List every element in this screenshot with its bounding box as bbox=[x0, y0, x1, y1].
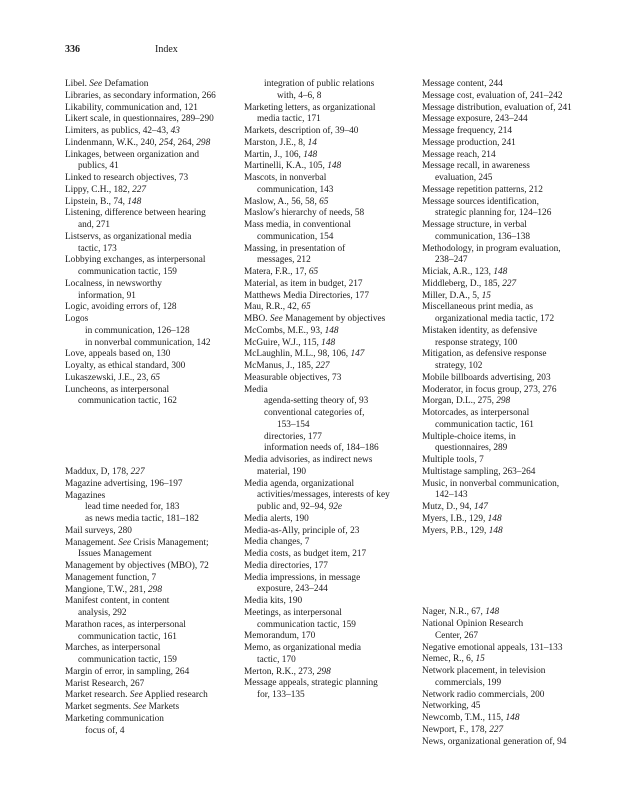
index-entry-line: Management. See Crisis Management; bbox=[65, 537, 209, 548]
index-entry bbox=[422, 326, 597, 350]
index-entry-line: Massing, in presentation of bbox=[244, 243, 346, 254]
index-entry-line: publics, 41 bbox=[78, 161, 119, 172]
index-entry bbox=[244, 126, 416, 138]
index-entry-line: questionnaires, 289 bbox=[435, 443, 508, 454]
index-subentry bbox=[65, 514, 235, 526]
index-entry-line: as news media tactic, 181–182 bbox=[85, 514, 199, 524]
index-entry bbox=[244, 631, 416, 643]
index-entry bbox=[422, 607, 597, 619]
index-entry bbox=[422, 103, 597, 115]
index-entry bbox=[422, 701, 597, 713]
index-entry bbox=[244, 526, 416, 538]
index-entry-line: Linked to research objectives, 73 bbox=[65, 173, 189, 183]
index-entry-line: communication, 143 bbox=[257, 184, 334, 195]
index-entry bbox=[422, 220, 597, 244]
index-entry-line: Message cost, evaluation of, 241–242 bbox=[422, 90, 563, 101]
index-entry-line: Multiple tools, 7 bbox=[422, 455, 484, 465]
index-entry-line: communication tactic, 159 bbox=[78, 267, 177, 277]
index-entry bbox=[244, 608, 416, 632]
index-entry bbox=[244, 197, 416, 209]
index-entry-line: MBO. See Management by objectives bbox=[244, 314, 386, 324]
index-entry bbox=[65, 255, 235, 279]
index-entry-line: Media costs, as budget item, 217 bbox=[244, 549, 367, 559]
index-entry-line: Love, appeals based on, 130 bbox=[65, 349, 171, 360]
index-entry-line: Likability, communication and, 121 bbox=[65, 102, 198, 113]
index-entry-line: public and, 92–94, 92e bbox=[257, 502, 342, 512]
index-entry bbox=[422, 150, 597, 162]
index-entry bbox=[65, 667, 235, 679]
index-entry bbox=[244, 561, 416, 573]
index-entry bbox=[65, 361, 235, 373]
index-entry-line: Newport, F., 178, 227 bbox=[422, 724, 504, 735]
index-entry-line: response strategy, 100 bbox=[435, 337, 518, 348]
index-entry-line: McCombs, M.E., 93, 148 bbox=[244, 325, 339, 336]
index-entry-line: Nemec, R., 6, 15 bbox=[422, 654, 485, 665]
index-entry bbox=[65, 373, 235, 385]
index-entry bbox=[65, 79, 235, 91]
index-entry-line: tactic, 170 bbox=[257, 654, 296, 665]
index-entry-line: evaluation, 245 bbox=[435, 173, 493, 183]
index-entry bbox=[65, 138, 235, 150]
index-entry-line: Marketing letters, as organizational bbox=[244, 102, 376, 113]
index-entry bbox=[65, 103, 235, 115]
index-entry-line: material, 190 bbox=[257, 466, 307, 477]
index-entry bbox=[422, 725, 597, 737]
index-entry bbox=[422, 526, 597, 538]
index-entry-line: Issues Management bbox=[78, 549, 152, 560]
index-entry-line: Negative emotional appeals, 131–133 bbox=[422, 642, 563, 653]
index-entry-line: 238–247 bbox=[435, 255, 468, 266]
index-entry bbox=[244, 455, 416, 479]
index-entry-line: for, 133–135 bbox=[257, 690, 305, 700]
index-entry bbox=[65, 526, 235, 538]
index-entry-line: Loyalty, as ethical standard, 300 bbox=[65, 361, 186, 371]
index-entry bbox=[244, 161, 416, 173]
index-entry-line: Lobbying exchanges, as interpersonal bbox=[65, 255, 206, 266]
index-entry-line: Localness, in newsworthy bbox=[65, 278, 162, 289]
index-entry-line: conventional categories of, bbox=[264, 408, 365, 418]
index-entry bbox=[65, 197, 235, 209]
index-entry-line: Matera, F.R., 17, 65 bbox=[244, 267, 319, 277]
index-subentry bbox=[65, 338, 235, 350]
index-entry bbox=[65, 596, 235, 620]
index-entry bbox=[65, 208, 235, 232]
index-entry-line: communication tactic, 159 bbox=[78, 655, 177, 665]
index-entry bbox=[422, 619, 597, 643]
index-entry-line: Listservs, as organizational media bbox=[65, 231, 192, 242]
index-entry-line: Message sources identification, bbox=[422, 196, 539, 207]
index-entry-line: Market research. See Applied research bbox=[65, 690, 208, 701]
index-entry bbox=[244, 138, 416, 150]
index-entry-line: Martinelli, K.A., 105, 148 bbox=[244, 161, 342, 172]
index-subentry bbox=[244, 396, 416, 408]
index-entry-line: strategy, 102 bbox=[435, 361, 483, 371]
index-entry-line: Mail surveys, 280 bbox=[65, 525, 132, 536]
index-entry bbox=[65, 467, 235, 479]
index-entry-line: Myers, P.B., 129, 148 bbox=[422, 525, 503, 536]
index-entry bbox=[65, 126, 235, 138]
index-subentry bbox=[244, 443, 416, 455]
index-entry-line: Listening, difference between hearing bbox=[65, 208, 206, 219]
index-entry-line: Likert scale, in questionnaires, 289–290 bbox=[65, 114, 214, 125]
index-entry-line: in nonverbal communication, 142 bbox=[85, 337, 211, 348]
index-entry-line: in communication, 126–128 bbox=[85, 325, 190, 336]
index-entry bbox=[65, 538, 235, 562]
index-entry-line: Memo, as organizational media bbox=[244, 643, 362, 653]
index-subentry bbox=[65, 326, 235, 338]
index-entry-line: Network radio commercials, 200 bbox=[422, 689, 545, 700]
index-entry bbox=[65, 491, 235, 503]
index-entry bbox=[422, 690, 597, 702]
index-entry-line: Morgan, D.L., 275, 298 bbox=[422, 396, 511, 407]
index-entry bbox=[422, 267, 597, 279]
index-entry bbox=[244, 302, 416, 314]
index-entry bbox=[65, 585, 235, 597]
index-entry-line: Lippy, C.H., 182, 227 bbox=[65, 184, 147, 195]
index-entry-line: Mascots, in nonverbal bbox=[244, 173, 327, 183]
index-entry bbox=[244, 314, 416, 326]
index-subentry bbox=[65, 502, 235, 514]
index-entry-line: Center, 267 bbox=[435, 630, 479, 641]
index-entry bbox=[422, 138, 597, 150]
index-entry-line: Marches, as interpersonal bbox=[65, 643, 161, 654]
index-entry-line: Logic, avoiding errors of, 128 bbox=[65, 302, 177, 313]
index-entry-line: Message recall, in awareness bbox=[422, 161, 530, 172]
index-entry-line: McLaughlin, M.L., 98, 106, 147 bbox=[244, 349, 365, 360]
index-entry-line: Newcomb, T.M., 115, 148 bbox=[422, 713, 520, 723]
index-entry-line: Libel. See Defamation bbox=[65, 79, 149, 89]
index-entry bbox=[244, 173, 416, 197]
index-entry-line: Logos bbox=[65, 314, 89, 324]
index-entry-line: Mass media, in conventional bbox=[244, 220, 351, 230]
index-entry-line: Mistaken identity, as defensive bbox=[422, 325, 538, 336]
index-entry bbox=[422, 161, 597, 185]
index-entry bbox=[244, 103, 416, 127]
index-entry-line: Miller, D.A., 5, 15 bbox=[422, 290, 491, 301]
index-entry-line: Memorandum, 170 bbox=[244, 631, 316, 642]
index-entry-line: Market segments. See Markets bbox=[65, 702, 180, 712]
index-entry bbox=[244, 596, 416, 608]
page-number: 336 bbox=[65, 44, 80, 55]
index-entry-line: Margin of error, in sampling, 264 bbox=[65, 666, 190, 677]
index-entry bbox=[422, 373, 597, 385]
index-entry bbox=[422, 502, 597, 514]
page-title: Index bbox=[155, 44, 178, 55]
index-entry-line: Management by objectives (MBO), 72 bbox=[65, 561, 209, 571]
index-entry-line: Multistage sampling, 263–264 bbox=[422, 466, 536, 477]
index-entry bbox=[422, 279, 597, 291]
index-entry-line: Moderator, in focus group, 273, 276 bbox=[422, 384, 557, 395]
index-entry-line: communication tactic, 159 bbox=[257, 619, 356, 630]
index-entry-line: Maslow's hierarchy of needs, 58 bbox=[244, 208, 365, 219]
index-entry-line: agenda-setting theory of, 93 bbox=[264, 396, 369, 407]
index-entry-line: Libraries, as secondary information, 266 bbox=[65, 90, 216, 101]
index-entry bbox=[65, 690, 235, 702]
index-entry-line: Magazine advertising, 196–197 bbox=[65, 478, 183, 489]
index-entry bbox=[422, 197, 597, 221]
index-entry bbox=[244, 279, 416, 291]
index-entry-line: and, 271 bbox=[78, 220, 111, 230]
index-entry bbox=[65, 114, 235, 126]
index-entry bbox=[244, 291, 416, 303]
index-entry-line: information, 91 bbox=[78, 290, 136, 301]
index-entry-line: Marist Research, 267 bbox=[65, 678, 145, 689]
index-entry-line: 142–143 bbox=[435, 490, 468, 501]
index-entry-line: Linkages, between organization and bbox=[65, 149, 200, 160]
index-entry bbox=[422, 666, 597, 690]
index-entry bbox=[244, 267, 416, 279]
index-entry-line: exposure, 243–244 bbox=[257, 584, 328, 595]
index-entry bbox=[244, 208, 416, 220]
index-entry bbox=[244, 244, 416, 268]
index-entry-line: Lindenmann, W.K., 240, 254, 264, 298 bbox=[65, 137, 211, 148]
index-entry bbox=[244, 150, 416, 162]
index-entry-line: communication tactic, 162 bbox=[78, 396, 177, 407]
index-entry-line: Message appeals, strategic planning bbox=[244, 678, 378, 689]
index-entry bbox=[422, 654, 597, 666]
index-entry-line: messages, 212 bbox=[257, 255, 311, 266]
index-entry-line: Network placement, in television bbox=[422, 666, 546, 676]
index-entry-line: Media agenda, organizational bbox=[244, 478, 355, 489]
index-entry-line: Media bbox=[244, 384, 268, 395]
index-entry-line: Miciak, A.R., 123, 148 bbox=[422, 267, 508, 277]
index-entry-line: Myers, I.B., 129, 148 bbox=[422, 513, 502, 524]
index-entry bbox=[244, 549, 416, 561]
index-entry-line: directories, 177 bbox=[264, 431, 322, 442]
index-entry-line: Message repetition patterns, 212 bbox=[422, 184, 543, 195]
index-entry-line: communication tactic, 161 bbox=[435, 419, 534, 430]
index-entry bbox=[244, 361, 416, 373]
index-entry bbox=[422, 479, 597, 503]
index-entry-line: communication tactic, 161 bbox=[78, 631, 177, 642]
index-entry-line: Luncheons, as interpersonal bbox=[65, 384, 170, 395]
index-entry bbox=[244, 573, 416, 597]
index-entry bbox=[422, 79, 597, 91]
index-entry bbox=[65, 314, 235, 326]
index-entry bbox=[422, 244, 597, 268]
index-entry-line: News, organizational generation of, 94 bbox=[422, 736, 567, 747]
index-entry-line: communication, 154 bbox=[257, 231, 334, 242]
index-entry-line: Media alerts, 190 bbox=[244, 513, 309, 524]
index-entry-line: integration of public relations bbox=[264, 79, 375, 89]
index-entry-line: Nager, N.R., 67, 148 bbox=[422, 607, 500, 618]
index-entry bbox=[244, 326, 416, 338]
index-entry bbox=[65, 279, 235, 303]
index-entry-line: Martin, J., 106, 148 bbox=[244, 149, 318, 160]
index-entry bbox=[422, 737, 597, 749]
index-entry bbox=[65, 385, 235, 409]
index-entry-line: Mau, R.R., 42, 65 bbox=[244, 302, 311, 313]
index-entry bbox=[244, 667, 416, 679]
index-entry-line: 153–154 bbox=[277, 419, 310, 430]
index-subentry bbox=[244, 79, 416, 103]
index-entry-line: commercials, 199 bbox=[435, 677, 502, 688]
index-entry bbox=[422, 432, 597, 456]
index-entry bbox=[65, 679, 235, 691]
index-entry bbox=[65, 173, 235, 185]
index-entry-line: McGuire, W.J., 115, 148 bbox=[244, 337, 336, 348]
index-entry-line: Limiters, as publics, 42–43, 43 bbox=[65, 126, 180, 136]
index-entry bbox=[422, 291, 597, 303]
index-entry-line: strategic planning for, 124–126 bbox=[435, 208, 552, 219]
index-entry bbox=[244, 220, 416, 244]
index-entry-line: Merton, R.K., 273, 298 bbox=[244, 666, 331, 677]
index-entry-line: Mangione, T.W., 281, 298 bbox=[65, 584, 162, 595]
index-entry-line: Multiple-choice items, in bbox=[422, 431, 516, 442]
index-entry bbox=[65, 573, 235, 585]
index-entry-line: focus of, 4 bbox=[85, 725, 125, 736]
index-entry-line: Maslow, A., 56, 58, 65 bbox=[244, 196, 329, 207]
index-entry-line: McManus, J., 185, 227 bbox=[244, 361, 330, 371]
index-entry bbox=[244, 338, 416, 350]
index-entry bbox=[422, 185, 597, 197]
index-entry-line: activities/messages, interests of key bbox=[257, 490, 390, 501]
index-entry-line: National Opinion Research bbox=[422, 619, 524, 629]
index-entry bbox=[65, 714, 235, 726]
index-entry bbox=[244, 479, 416, 514]
index-entry-line: Networking, 45 bbox=[422, 701, 481, 712]
index-entry-line: Matthews Media Directories, 177 bbox=[244, 290, 369, 301]
index-entry-line: information needs of, 184–186 bbox=[264, 443, 379, 454]
index-entry bbox=[65, 232, 235, 256]
index-entry bbox=[65, 620, 235, 644]
index-entry bbox=[422, 302, 597, 326]
index-entry-line: Methodology, in program evaluation, bbox=[422, 243, 561, 254]
index-entry bbox=[65, 150, 235, 174]
index-subentry bbox=[244, 408, 416, 432]
index-entry-line: Markets, description of, 39–40 bbox=[244, 126, 359, 136]
index-entry-line: Material, as item in budget, 217 bbox=[244, 278, 363, 289]
index-entry-line: Message distribution, evaluation of, 241 bbox=[422, 102, 572, 113]
index-entry-line: Meetings, as interpersonal bbox=[244, 607, 342, 618]
index-column-2 bbox=[244, 79, 416, 702]
index-entry-line: Marston, J.E., 8, 14 bbox=[244, 137, 317, 148]
index-entry bbox=[422, 643, 597, 655]
index-entry-line: Lipstein, B., 74, 148 bbox=[65, 196, 142, 207]
index-entry bbox=[422, 349, 597, 373]
index-entry-line: Measurable objectives, 73 bbox=[244, 372, 342, 383]
index-entry bbox=[65, 643, 235, 667]
index-entry-line: Music, in nonverbal communication, bbox=[422, 478, 560, 489]
index-column-1 bbox=[65, 79, 235, 737]
index-entry-line: Media directories, 177 bbox=[244, 560, 328, 571]
index-subentry bbox=[244, 432, 416, 444]
index-entry bbox=[244, 678, 416, 702]
index-entry bbox=[422, 396, 597, 408]
index-entry bbox=[422, 467, 597, 479]
index-entry-line: organizational media tactic, 172 bbox=[435, 314, 555, 324]
index-entry-line: Marketing communication bbox=[65, 713, 164, 724]
index-column-3 bbox=[422, 79, 597, 748]
index-entry bbox=[244, 373, 416, 385]
index-entry bbox=[422, 514, 597, 526]
index-entry-line: Mobile billboards advertising, 203 bbox=[422, 372, 551, 383]
index-entry-line: lead time needed for, 183 bbox=[85, 502, 180, 513]
index-entry-line: Mutz, D., 94, 147 bbox=[422, 502, 488, 512]
index-entry bbox=[244, 385, 416, 397]
index-entry-line: Motorcades, as interpersonal bbox=[422, 408, 530, 418]
index-entry-line: Manifest content, in content bbox=[65, 596, 170, 607]
index-entry bbox=[422, 114, 597, 126]
index-subentry bbox=[65, 726, 235, 738]
index-entry bbox=[422, 126, 597, 138]
index-entry-line: Message frequency, 214 bbox=[422, 126, 513, 136]
index-entry bbox=[65, 185, 235, 197]
index-entry-line: Media kits, 190 bbox=[244, 596, 303, 606]
index-entry bbox=[244, 537, 416, 549]
index-entry-line: with, 4–6, 8 bbox=[277, 90, 322, 101]
index-entry-line: Message structure, in verbal bbox=[422, 220, 527, 230]
index-entry-line: communication, 136–138 bbox=[435, 231, 531, 242]
index-entry bbox=[65, 561, 235, 573]
index-entry bbox=[244, 643, 416, 667]
index-entry-line: Media changes, 7 bbox=[244, 537, 310, 548]
index-entry-line: tactic, 173 bbox=[78, 243, 117, 254]
index-entry-line: Media advisories, as indirect news bbox=[244, 455, 373, 465]
index-entry bbox=[65, 91, 235, 103]
index-entry-line: Management function, 7 bbox=[65, 572, 157, 583]
page-header bbox=[65, 44, 178, 56]
index-entry-line: Media-as-Ally, principle of, 23 bbox=[244, 525, 360, 536]
index-entry-line: Lukaszewski, J.E., 23, 65 bbox=[65, 372, 161, 383]
index-entry bbox=[422, 91, 597, 103]
index-entry-line: Mitigation, as defensive response bbox=[422, 349, 547, 360]
index-entry-line: Media impressions, in message bbox=[244, 572, 361, 583]
index-entry bbox=[422, 455, 597, 467]
index-entry-line: analysis, 292 bbox=[78, 608, 127, 618]
index-entry-line: Maddux, D, 178, 227 bbox=[65, 467, 145, 477]
index-entry bbox=[65, 479, 235, 491]
index-entry bbox=[244, 349, 416, 361]
index-entry bbox=[422, 385, 597, 397]
index-entry-line: media tactic, 171 bbox=[257, 114, 321, 125]
index-entry bbox=[65, 349, 235, 361]
index-entry-line: Message reach, 214 bbox=[422, 149, 496, 160]
index-entry-line: Miscellaneous print media, as bbox=[422, 302, 534, 313]
index-entry bbox=[422, 408, 597, 432]
index-entry bbox=[244, 514, 416, 526]
index-entry-line: Message content, 244 bbox=[422, 79, 503, 89]
index-entry-line: Message production, 241 bbox=[422, 137, 516, 148]
index-entry bbox=[65, 302, 235, 314]
index-entry-line: Middleberg, D., 185, 227 bbox=[422, 278, 517, 289]
index-entry-line: Marathon races, as interpersonal bbox=[65, 619, 186, 630]
index-entry bbox=[422, 713, 597, 725]
index-entry bbox=[65, 702, 235, 714]
index-entry-line: Message exposure, 243–244 bbox=[422, 114, 528, 125]
index-entry-line: Magazines bbox=[65, 490, 106, 501]
